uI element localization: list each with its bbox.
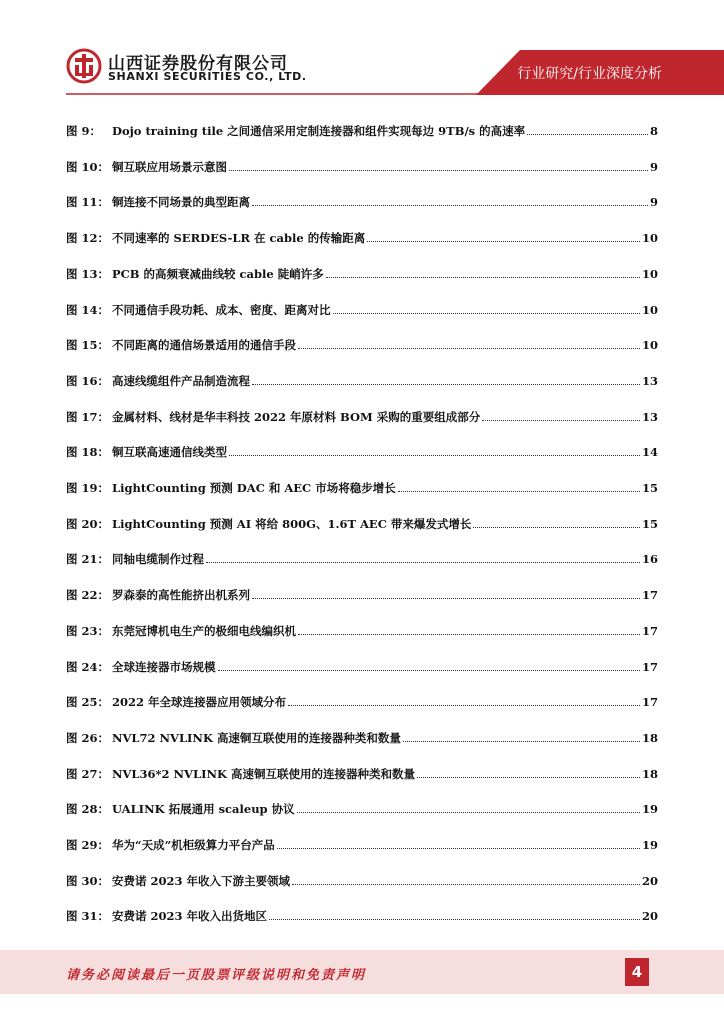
leader-dots (218, 670, 640, 671)
toc-entry[interactable] (66, 187, 658, 209)
figure-number: 图 15： (66, 338, 110, 353)
figure-title: NVL72 NVLINK 高速铜互联使用的连接器种类和数量 (112, 730, 401, 745)
figure-title: 东莞冠博机电生产的极细电线编织机 (112, 623, 296, 638)
leader-dots (527, 134, 648, 135)
toc-entry[interactable] (66, 366, 658, 388)
figure-title: 全球连接器市场规模 (112, 659, 216, 674)
figure-page: 20 (641, 909, 658, 924)
company-name-cn: 山西证券股份有限公司 (108, 54, 288, 74)
company-name-en: SHANXI SECURITIES CO., LTD. (108, 70, 307, 83)
leader-dots (292, 884, 640, 885)
toc-entry[interactable] (66, 830, 658, 852)
figure-number: 图 29： (66, 838, 110, 852)
figure-number: 图 23： (66, 623, 110, 638)
figure-number: 图 10： (66, 159, 110, 174)
toc-entry[interactable] (66, 295, 658, 317)
figure-title: LightCounting 预测 DAC 和 AEC 市场将稳步增长 (112, 481, 396, 495)
toc-entry[interactable] (66, 652, 658, 674)
figure-number: 图 16： (66, 373, 110, 388)
figure-title: 安费诺 2023 年收入下游主要领域 (112, 873, 291, 888)
figure-page: 13 (641, 409, 658, 424)
figure-number: 图 13： (66, 266, 110, 281)
toc-entry[interactable] (66, 223, 658, 245)
toc-entry[interactable] (66, 509, 658, 531)
toc-entry[interactable] (66, 759, 658, 781)
figure-page: 18 (641, 730, 658, 745)
toc-entry[interactable] (66, 116, 658, 138)
leader-dots (482, 420, 640, 421)
leader-dots (403, 741, 640, 742)
leader-dots (367, 241, 640, 242)
toc-entry[interactable] (66, 901, 658, 923)
toc-entry[interactable] (66, 794, 658, 816)
toc-entry[interactable] (66, 152, 658, 174)
figure-page: 10 (641, 231, 658, 246)
figure-page: 19 (641, 838, 658, 852)
figure-title: 高速线缆组件产品制造流程 (112, 373, 250, 388)
figure-title: 铜连接不同场景的典型距离 (112, 195, 250, 210)
figure-title: 同轴电缆制作过程 (112, 552, 204, 567)
figure-number: 图 26： (66, 730, 110, 745)
page-number: 4 (625, 958, 649, 986)
figure-page: 13 (641, 373, 658, 388)
figure-number: 图 14： (66, 302, 110, 317)
company-logo-icon (66, 48, 102, 84)
leader-dots (229, 455, 640, 456)
figure-number: 图 18： (66, 445, 110, 460)
figure-number: 图 21： (66, 552, 110, 567)
toc-entry[interactable] (66, 544, 658, 566)
figure-number: 图 30： (66, 873, 110, 888)
figure-title: 华为“天成”机柜级算力平台产品 (112, 838, 275, 852)
figure-page: 10 (641, 266, 658, 281)
toc-entry[interactable] (66, 259, 658, 281)
leader-dots (277, 848, 640, 849)
figure-page: 19 (641, 802, 658, 817)
toc-entry[interactable] (66, 437, 658, 459)
figure-page: 18 (641, 766, 658, 781)
figure-number: 图 20： (66, 516, 110, 531)
figure-title: 罗森泰的高性能挤出机系列 (112, 588, 250, 603)
figure-number: 图 9： (66, 124, 102, 138)
figure-page: 8 (649, 124, 658, 138)
figure-title: UALINK 拓展通用 scaleup 协议 (112, 802, 295, 817)
figure-page: 9 (649, 159, 658, 174)
figure-number: 图 12： (66, 231, 110, 246)
figure-page: 17 (641, 659, 658, 674)
figure-number: 图 11： (66, 195, 110, 210)
figure-title: 铜互联应用场景示意图 (112, 159, 227, 174)
leader-dots (473, 527, 640, 528)
leader-dots (326, 277, 640, 278)
figure-page: 15 (641, 481, 658, 495)
leader-dots (252, 384, 640, 385)
report-category: 行业研究/行业深度分析 (517, 66, 662, 82)
figure-title: 不同通信手段功耗、成本、密度、距离对比 (112, 302, 331, 317)
figure-page: 14 (641, 445, 658, 460)
figure-page: 10 (641, 302, 658, 317)
figure-page: 16 (641, 552, 658, 567)
figure-title: 安费诺 2023 年收入出货地区 (112, 909, 268, 924)
figure-title: 不同速率的 SERDES-LR 在 cable 的传输距离 (112, 231, 366, 246)
page-footer (0, 950, 724, 994)
figure-title: LightCounting 预测 AI 将给 800G、1.6T AEC 带来爆发式增长 (112, 516, 472, 531)
figure-title: NVL36*2 NVLINK 高速铜互联使用的连接器种类和数量 (112, 766, 415, 781)
leader-dots (298, 348, 640, 349)
leader-dots (206, 562, 640, 563)
figure-page: 20 (641, 873, 658, 888)
toc-entry[interactable] (66, 402, 658, 424)
leader-dots (417, 777, 640, 778)
toc-entry[interactable] (66, 580, 658, 602)
toc-entry[interactable] (66, 330, 658, 352)
figure-title: Dojo training tile 之间通信采用定制连接器和组件实现每边 9TB/s 的高速率 (112, 124, 526, 138)
figure-title: 不同距离的通信场景适用的通信手段 (112, 338, 296, 353)
figure-number: 图 19： (66, 481, 110, 495)
figure-page: 9 (649, 195, 658, 210)
figure-page: 10 (641, 338, 658, 353)
figure-number: 图 22： (66, 588, 110, 603)
leader-dots (298, 634, 640, 635)
leader-dots (229, 170, 648, 171)
leader-dots (252, 598, 640, 599)
figure-page: 15 (641, 516, 658, 531)
toc-entry[interactable] (66, 616, 658, 638)
figure-number: 图 31： (66, 909, 110, 924)
toc-entry[interactable] (66, 473, 658, 495)
toc-entry[interactable] (66, 723, 658, 745)
figure-number: 图 17： (66, 409, 110, 424)
figure-page: 17 (641, 588, 658, 603)
leader-dots (269, 919, 640, 920)
leader-dots (333, 313, 640, 314)
leader-dots (252, 205, 648, 206)
leader-dots (398, 491, 640, 492)
page-header (0, 0, 724, 95)
toc-entry[interactable] (66, 687, 658, 709)
figure-number: 图 25： (66, 695, 110, 710)
figure-page: 17 (641, 623, 658, 638)
figure-title: 铜互联高速通信线类型 (112, 445, 227, 460)
figure-title: 金属材料、线材是华丰科技 2022 年原材料 BOM 采购的重要组成部分 (112, 409, 481, 424)
figure-title: PCB 的高频衰减曲线较 cable 陡峭许多 (112, 266, 324, 281)
figure-number: 图 28： (66, 802, 110, 817)
leader-dots (288, 705, 640, 706)
figure-number: 图 27： (66, 766, 110, 781)
figure-page: 17 (641, 695, 658, 710)
disclaimer-notice: 请务必阅读最后一页股票评级说明和免责声明 (66, 968, 367, 983)
toc-entry[interactable] (66, 866, 658, 888)
figure-title: 2022 年全球连接器应用领域分布 (112, 695, 287, 710)
leader-dots (297, 812, 640, 813)
figure-number: 图 24： (66, 659, 110, 674)
